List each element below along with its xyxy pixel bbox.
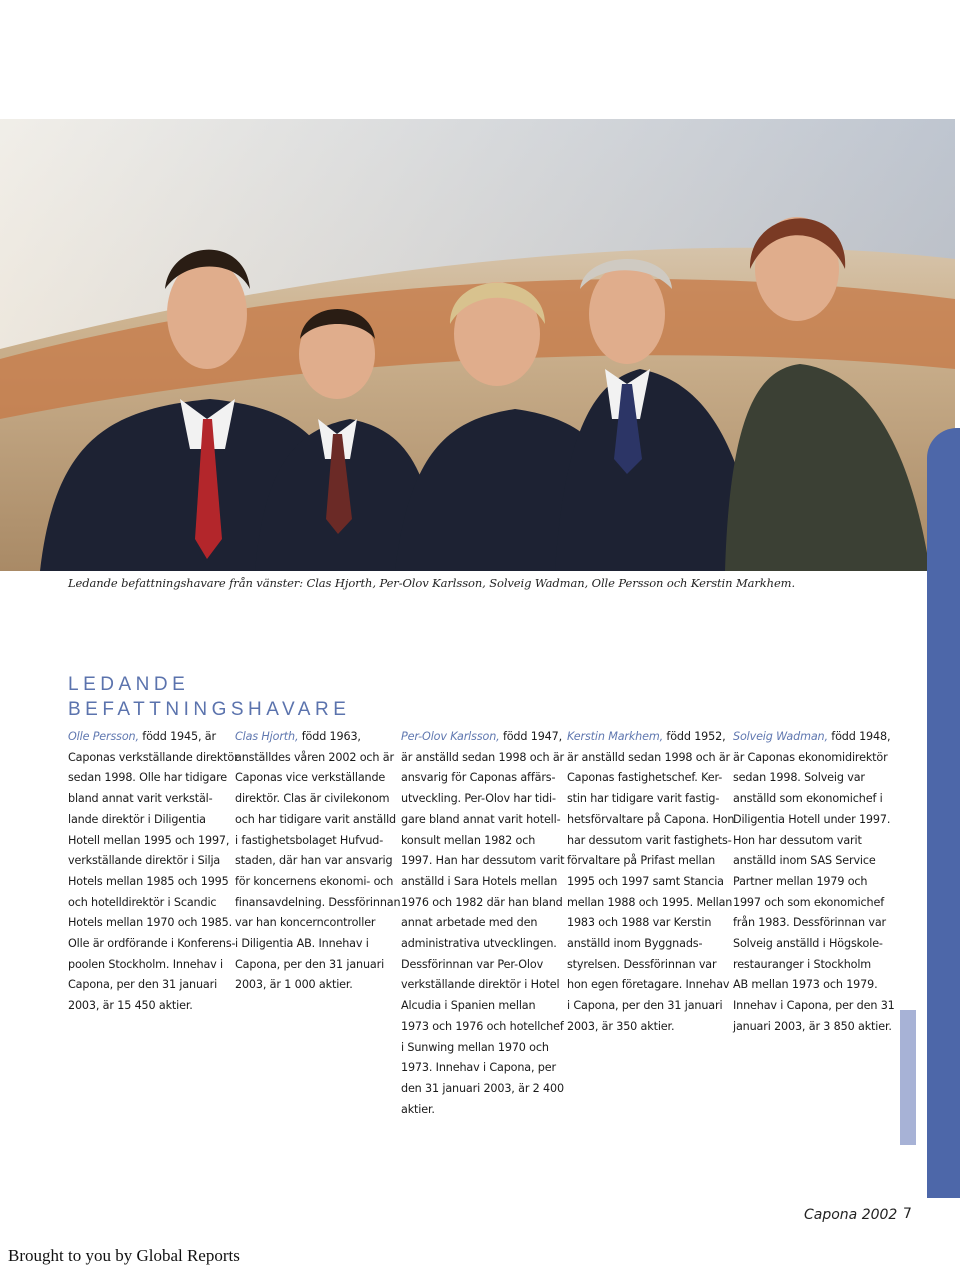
bio-line: är Caponas ekonomidirektör: [733, 750, 888, 764]
bio-line: Innehav i Capona, per den 31: [733, 999, 895, 1013]
bio-line: gare bland annat varit hotell-: [401, 812, 561, 826]
bio-line: har dessutom varit fastighets-: [567, 833, 732, 847]
bio-line: Diligentia Hotell under 1997.: [733, 812, 891, 826]
bio-line: Hotels mellan 1970 och 1985.: [68, 916, 233, 930]
bio-line: Capona, per den 31 januari: [235, 957, 385, 971]
bio-line: den 31 januari 2003, är 2 400: [401, 1081, 564, 1095]
bio-line: Caponas vice verkställande: [235, 771, 386, 785]
bio-line: Solveig anställd i Högskole-: [733, 937, 883, 951]
bio-line: 1997 och som ekonomichef: [733, 895, 885, 909]
bio-text: född 1952,: [663, 730, 726, 743]
group-photo: [0, 119, 955, 571]
bio-line: Partner mellan 1979 och: [733, 874, 868, 888]
bio-line: anställdes våren 2002 och är: [235, 750, 394, 764]
bio-line: hetsförvaltare på Capona. Hon: [567, 812, 735, 826]
bio-line: i Diligentia AB. Innehav i: [235, 937, 369, 951]
bio-line: Dessförinnan var Per-Olov: [401, 957, 544, 971]
bio-line: AB mellan 1973 och 1979.: [733, 978, 878, 992]
person-name: Per-Olov Karlsson,: [401, 730, 500, 743]
bio-first-line: [733, 727, 893, 748]
bio-line: aktier.: [401, 1102, 435, 1116]
person-name: Olle Persson,: [68, 730, 139, 743]
bio-first-line: [68, 727, 228, 748]
bio-line: Hotels mellan 1985 och 1995: [68, 874, 229, 888]
bio-line: stin har tidigare varit fastig-: [567, 792, 720, 806]
bio-line: sedan 1998. Solveig var: [733, 771, 865, 785]
bio-line: verkställande direktör i Hotel: [401, 978, 560, 992]
bio-line: hon egen företagare. Innehav: [567, 978, 730, 992]
bio-line: bland annat varit verkstäl-: [68, 792, 213, 806]
bio-column-solveig-wadman: [733, 727, 893, 1038]
bio-line: och hotelldirektör i Scandic: [68, 895, 217, 909]
bio-line: 1995 och 1997 samt Stancia: [567, 874, 724, 888]
bio-line: från 1983. Dessförinnan var: [733, 916, 886, 930]
group-photo-five-people-icon: [0, 119, 955, 571]
bio-line: i Sunwing mellan 1970 och: [401, 1040, 549, 1054]
bio-line: januari 2003, är 3 850 aktier.: [733, 1019, 892, 1033]
footer-publication: Capona 2002: [804, 1207, 898, 1223]
bio-line: är anställd sedan 1998 och är: [401, 750, 564, 764]
bio-line: 1973 och 1976 och hotellchef: [401, 1019, 564, 1033]
bio-first-line: [235, 727, 395, 748]
person-name: Solveig Wadman,: [733, 730, 828, 743]
bio-line: anställd i Sara Hotels mellan: [401, 874, 558, 888]
bio-text: född 1963,: [298, 730, 361, 743]
photo-caption: Ledande befattningshavare från vänster: Clas Hjorth, Per-Olov Karlsson, Solveig Wadman, Olle Persson och Kerstin Markhem.: [68, 576, 796, 590]
bio-column-kerstin-markhem: [567, 727, 735, 1038]
bio-line: är anställd sedan 1998 och är: [567, 750, 730, 764]
bio-line: anställd inom Byggnads-: [567, 937, 703, 951]
bio-column-per-olov-karlsson: [401, 727, 565, 1120]
page-number: 7: [903, 1206, 912, 1222]
bio-line: Caponas verkställande direktör: [68, 750, 239, 764]
bio-line: förvaltare på Prifast mellan: [567, 854, 716, 868]
bio-line: styrelsen. Dessförinnan var: [567, 957, 717, 971]
bio-line: var han koncerncontroller: [235, 916, 376, 930]
bio-line: och har tidigare varit anställd: [235, 812, 397, 826]
section-title-line: BEFATTNINGSHAVARE: [68, 699, 351, 720]
bio-line: lande direktör i Diligentia: [68, 812, 206, 826]
bio-line: annat arbetade med den: [401, 916, 538, 930]
bio-line: finansavdelning. Dessförinnan: [235, 895, 401, 909]
bio-text: född 1945, är: [138, 730, 216, 743]
bio-line: verkställande direktör i Silja: [68, 854, 221, 868]
bio-line: Hon har dessutom varit: [733, 833, 862, 847]
bio-line: sedan 1998. Olle har tidigare: [68, 771, 228, 785]
bio-first-line: [567, 727, 727, 748]
bio-line: staden, där han var ansvarig: [235, 854, 393, 868]
bio-line: 1976 och 1982 där han bland: [401, 895, 563, 909]
bio-line: administrativa utvecklingen.: [401, 937, 557, 951]
bio-line: Olle är ordförande i Konferens-: [68, 937, 236, 951]
bio-line: 1997. Han har dessutom varit: [401, 854, 565, 868]
bio-line: restauranger i Stockholm: [733, 957, 872, 971]
bio-line: 1973. Innehav i Capona, per: [401, 1061, 556, 1075]
section-title-line: LEDANDE: [68, 674, 190, 695]
bio-column-clas-hjorth: [235, 727, 401, 996]
bio-line: Caponas fastighetschef. Ker-: [567, 771, 723, 785]
bio-line: anställd som ekonomichef i: [733, 792, 883, 806]
bio-line: Alcudia i Spanien mellan: [401, 999, 536, 1013]
bio-line: för koncernens ekonomi- och: [235, 874, 394, 888]
decorative-side-bar: [927, 428, 960, 1198]
bio-column-olle-persson: [68, 727, 239, 1017]
bio-line: utveckling. Per-Olov har tidi-: [401, 792, 556, 806]
person-name: Clas Hjorth,: [235, 730, 299, 743]
bio-line: i Capona, per den 31 januari: [567, 999, 723, 1013]
bio-first-line: [401, 727, 561, 748]
bio-line: 2003, är 1 000 aktier.: [235, 978, 353, 992]
bio-line: 1983 och 1988 var Kerstin: [567, 916, 712, 930]
bio-text: född 1948,: [827, 730, 891, 743]
bio-text: född 1947,: [499, 730, 563, 743]
bio-line: ansvarig för Caponas affärs-: [401, 771, 556, 785]
bio-line: konsult mellan 1982 och: [401, 833, 536, 847]
bio-line: poolen Stockholm. Innehav i: [68, 957, 223, 971]
bio-line: Capona, per den 31 januari: [68, 978, 218, 992]
section-title: [68, 672, 350, 722]
bio-line: 2003, är 15 450 aktier.: [68, 999, 193, 1013]
bio-line: 2003, är 350 aktier.: [567, 1019, 675, 1033]
bio-line: anställd inom SAS Service: [733, 854, 876, 868]
person-name: Kerstin Markhem,: [567, 730, 664, 743]
bio-line: i fastighetsbolaget Hufvud-: [235, 833, 384, 847]
bio-line: Hotell mellan 1995 och 1997,: [68, 833, 230, 847]
bio-line: direktör. Clas är civilekonom: [235, 792, 390, 806]
bio-line: mellan 1988 och 1995. Mellan: [567, 895, 733, 909]
attribution-text: Brought to you by Global Reports: [8, 1246, 240, 1265]
decorative-side-bar-light: [900, 1010, 916, 1145]
